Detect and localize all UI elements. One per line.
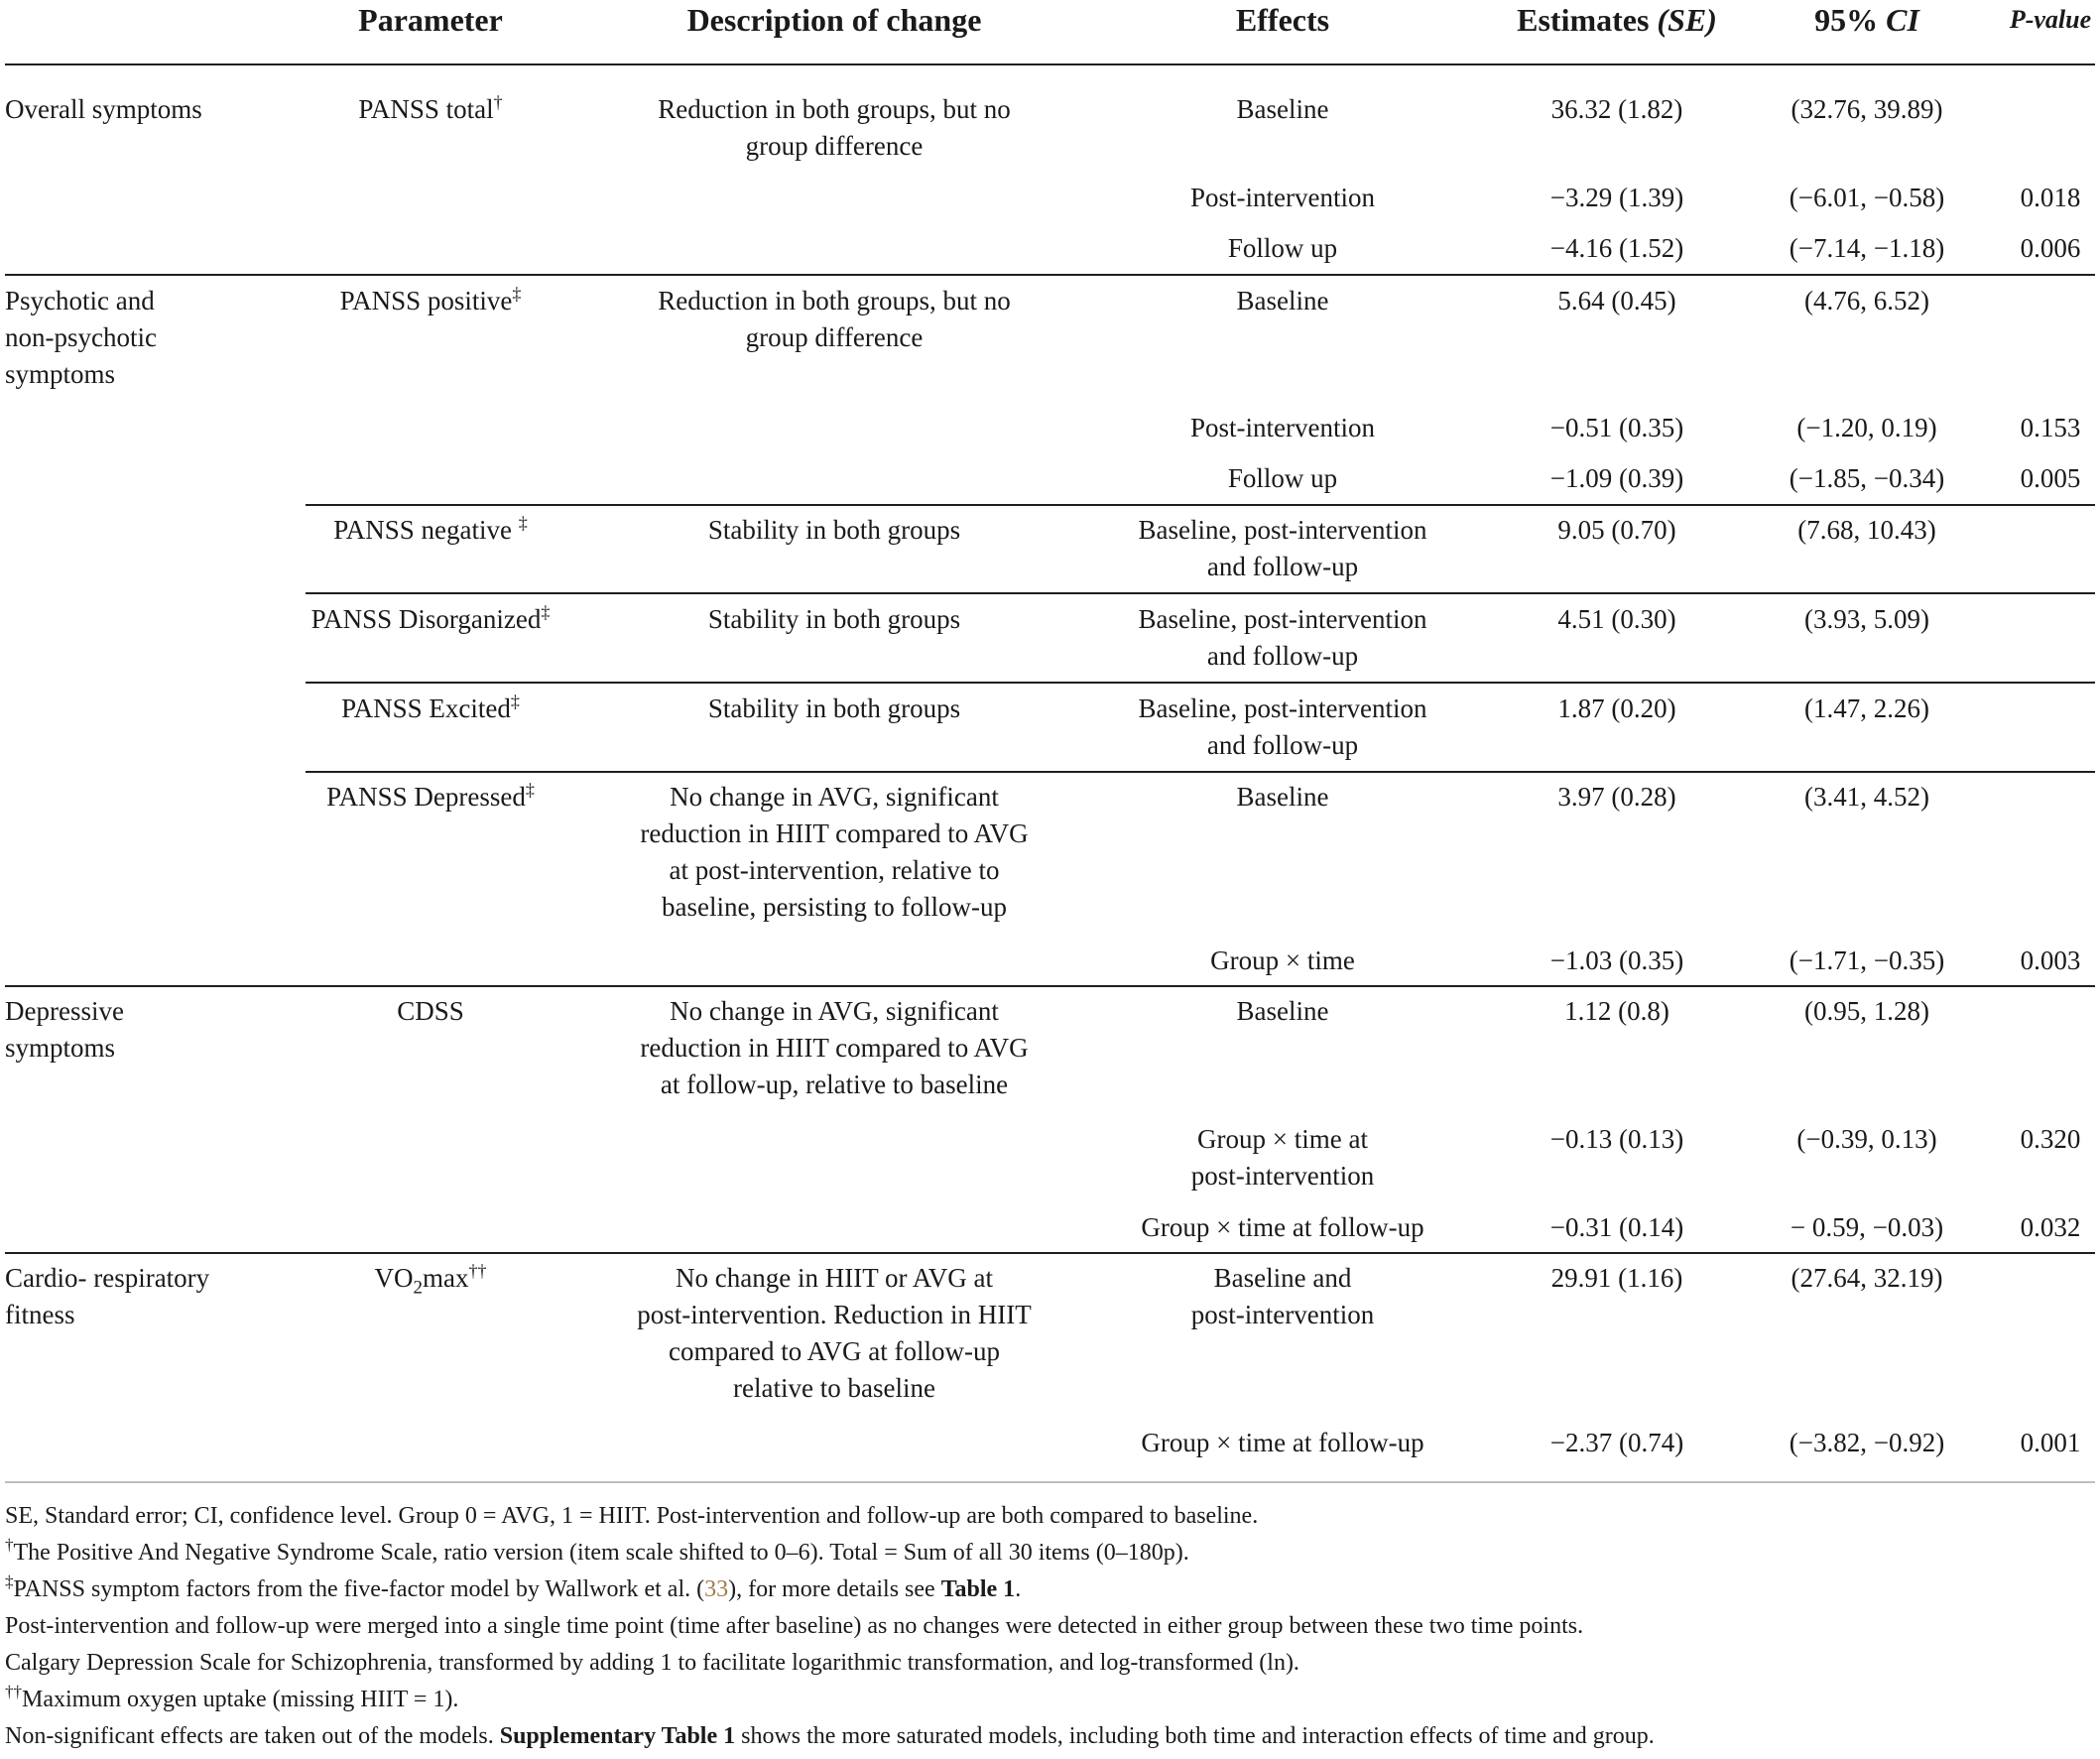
effect-line: Group × time at — [1197, 1124, 1368, 1154]
param-panss-disorganized-label: PANSS Disorganized — [310, 604, 542, 634]
param-vo2max-mark: †† — [468, 1261, 487, 1282]
effect-label: Follow up — [1227, 233, 1338, 263]
effect-label — [1109, 512, 1456, 585]
desc-line: at follow-up, relative to baseline — [660, 1069, 1009, 1099]
footnote-dagger-mark: † — [5, 1535, 14, 1555]
subsection-rule — [306, 682, 2095, 684]
desc-line: baseline, persisting to follow-up — [662, 892, 1007, 922]
effect-label: Baseline — [1236, 996, 1329, 1026]
param-cdss: CDSS — [397, 996, 464, 1026]
effect-label: Baseline — [1236, 94, 1329, 124]
outcome-depressive — [5, 993, 124, 1067]
section-rule — [5, 1252, 2095, 1254]
desc-panss-total — [589, 91, 1079, 165]
estimate-value: 5.64 (0.45) — [1557, 286, 1676, 315]
outcome-line: Psychotic and — [5, 286, 155, 315]
ci-value: (0.95, 1.28) — [1804, 996, 1929, 1026]
param-panss-depressed — [302, 779, 559, 816]
estimate-value: −0.13 (0.13) — [1549, 1124, 1684, 1154]
estimate-value: −0.51 (0.35) — [1549, 413, 1684, 442]
desc-panss-positive — [589, 283, 1079, 356]
footnote-ddagger — [5, 1571, 1022, 1604]
desc-line: reduction in HIIT compared to AVG — [640, 818, 1029, 848]
ci-value: − 0.59, −0.03) — [1790, 1212, 1944, 1242]
desc-line: Reduction in both groups, but no — [658, 94, 1011, 124]
desc-cdss — [589, 993, 1079, 1103]
footnote-nonsignificant — [5, 1721, 1655, 1751]
p-value: 0.001 — [2020, 1428, 2081, 1457]
effect-label: Group × time at follow-up — [1141, 1428, 1424, 1457]
footnote-nonsig-pre: Non-significant effects are taken out of the models. — [5, 1723, 500, 1749]
p-value: 0.153 — [2020, 413, 2081, 442]
param-panss-positive-label: PANSS positive — [339, 286, 513, 315]
supplementary-table-1-link[interactable]: Supplementary Table 1 — [499, 1723, 736, 1749]
effect-line: post-intervention — [1190, 1161, 1375, 1191]
p-value: 0.032 — [2020, 1212, 2081, 1242]
footnote-double-dagger-mark: †† — [5, 1682, 22, 1701]
outcome-line: Cardio- respiratory — [5, 1263, 210, 1293]
header-effects: Effects — [1235, 2, 1330, 38]
estimate-value: 3.97 (0.28) — [1557, 782, 1676, 812]
outcome-line: non-psychotic — [5, 322, 157, 352]
effect-label: Post-intervention — [1190, 183, 1375, 212]
estimate-value: 1.87 (0.20) — [1557, 693, 1676, 723]
footnote-nonsig-post: shows the more saturated models, including both time and interaction effects of time and group. — [735, 1723, 1655, 1749]
desc-line: reduction in HIIT compared to AVG — [640, 1033, 1029, 1063]
param-vo2max-pre: VO — [374, 1263, 414, 1293]
effect-label: Baseline — [1236, 286, 1329, 315]
effect-label — [1109, 601, 1456, 675]
estimate-value: 9.05 (0.70) — [1557, 515, 1676, 545]
desc-vo2max — [589, 1260, 1079, 1407]
ci-value: (3.93, 5.09) — [1804, 604, 1929, 634]
ci-value: (4.76, 6.52) — [1804, 286, 1929, 315]
footnote-dagger — [5, 1535, 1189, 1568]
footnote-calgary: Calgary Depression Scale for Schizophrenia, transformed by adding 1 to facilitate logarithmic transformation, and log-transformed (ln). — [5, 1650, 1299, 1676]
param-panss-positive-mark: ‡ — [512, 284, 522, 305]
estimate-value: −4.16 (1.52) — [1549, 233, 1684, 263]
p-value: 0.320 — [2020, 1124, 2081, 1154]
table-bottom-rule — [5, 1481, 2095, 1483]
p-value: 0.006 — [2020, 233, 2081, 263]
param-panss-total — [302, 91, 559, 128]
estimate-value: −2.37 (0.74) — [1549, 1428, 1684, 1457]
footnote-ddagger-text: PANSS symptom factors from the five-factor model by Wallwork et al. ( — [13, 1576, 705, 1602]
ci-value: (−1.85, −0.34) — [1789, 463, 1945, 493]
desc-panss-excited: Stability in both groups — [707, 693, 961, 723]
effect-label: Post-intervention — [1190, 413, 1375, 442]
header-estimates-label: Estimates — [1517, 2, 1650, 38]
section-rule — [5, 985, 2095, 987]
effect-line: and follow-up — [1206, 641, 1359, 671]
param-panss-negative — [302, 512, 559, 549]
estimate-value: 36.32 (1.82) — [1550, 94, 1683, 124]
param-vo2max — [302, 1260, 559, 1297]
desc-line: at post-intervention, relative to — [669, 855, 1000, 885]
reference-link[interactable]: 33 — [704, 1576, 729, 1602]
footnote-dagger-text: The Positive And Negative Syndrome Scale, ratio version (item scale shifted to 0–6). Total = Sum of all 30 items (0–180p). — [13, 1540, 1189, 1566]
desc-line: group difference — [745, 131, 924, 161]
outcome-line: Depressive — [5, 996, 124, 1026]
param-panss-disorganized — [302, 601, 559, 638]
p-value: 0.018 — [2020, 183, 2081, 212]
desc-line: Reduction in both groups, but no — [658, 286, 1011, 315]
ci-value: (3.41, 4.52) — [1804, 782, 1929, 812]
desc-panss-depressed — [589, 779, 1079, 926]
param-panss-depressed-label: PANSS Depressed — [326, 782, 526, 812]
estimate-value: 4.51 (0.30) — [1557, 604, 1676, 634]
desc-line: post-intervention. Reduction in HIIT — [637, 1300, 1032, 1329]
param-panss-positive — [302, 283, 559, 319]
param-panss-negative-label: PANSS negative — [333, 515, 519, 545]
header-ci-prefix: 95% — [1814, 2, 1879, 38]
desc-line: compared to AVG at follow-up — [669, 1336, 1000, 1366]
subsection-rule — [306, 771, 2095, 773]
outcome-cardio — [5, 1260, 209, 1333]
effect-line: Baseline, post-intervention — [1138, 604, 1427, 634]
ci-value: (−7.14, −1.18) — [1789, 233, 1945, 263]
ci-value: (32.76, 39.89) — [1791, 94, 1943, 124]
desc-line: No change in AVG, significant — [670, 996, 999, 1026]
param-panss-depressed-mark: ‡ — [525, 780, 535, 801]
outcome-line: fitness — [5, 1300, 75, 1329]
effect-label: Baseline — [1236, 782, 1329, 812]
effect-line: Baseline, post-intervention — [1138, 515, 1427, 545]
table-1-link[interactable]: Table 1 — [940, 1576, 1016, 1602]
p-value: 0.005 — [2020, 463, 2081, 493]
ci-value: (27.64, 32.19) — [1791, 1263, 1943, 1293]
effect-line: Baseline, post-intervention — [1138, 693, 1427, 723]
effect-line: and follow-up — [1206, 552, 1359, 581]
ci-value: (−0.39, 0.13) — [1796, 1124, 1937, 1154]
effect-line: and follow-up — [1206, 730, 1359, 760]
param-panss-excited-label: PANSS Excited — [341, 693, 511, 723]
header-ci-label: CI — [1886, 2, 1919, 38]
estimate-value: −0.31 (0.14) — [1549, 1212, 1684, 1242]
footnote-abbreviations: SE, Standard error; CI, confidence level. Group 0 = AVG, 1 = HIIT. Post-intervention and follow-up are both compared to baseline. — [5, 1503, 1259, 1529]
ci-value: (−3.82, −0.92) — [1789, 1428, 1945, 1457]
estimate-value: −1.03 (0.35) — [1549, 945, 1684, 975]
header-parameter: Parameter — [358, 2, 503, 38]
outcome-line: symptoms — [5, 359, 116, 389]
header-pvalue: P-value — [2009, 5, 2092, 34]
estimate-value: 29.91 (1.16) — [1550, 1263, 1683, 1293]
desc-panss-disorganized: Stability in both groups — [707, 604, 961, 634]
outcome-line: symptoms — [5, 1033, 116, 1063]
param-panss-excited-mark: ‡ — [510, 691, 520, 712]
desc-panss-negative: Stability in both groups — [707, 515, 961, 545]
subsection-rule — [306, 592, 2095, 594]
section-rule — [5, 274, 2095, 276]
footnote-ddagger-end: . — [1015, 1576, 1022, 1602]
desc-line: No change in AVG, significant — [670, 782, 999, 812]
param-vo2max-post: max — [423, 1263, 469, 1293]
ci-value: (−6.01, −0.58) — [1789, 183, 1945, 212]
effect-line: Baseline and — [1213, 1263, 1352, 1293]
header-rule — [5, 63, 2095, 65]
header-description: Description of change — [686, 2, 982, 38]
p-value: 0.003 — [2020, 945, 2081, 975]
outcome-overall: Overall symptoms — [5, 94, 202, 124]
ci-value: (−1.20, 0.19) — [1796, 413, 1937, 442]
footnote-merged: Post-intervention and follow-up were merged into a single time point (time after baseline) as no changes were detected in either group between these two time points. — [5, 1613, 1584, 1639]
ci-value: (1.47, 2.26) — [1804, 693, 1929, 723]
param-panss-negative-mark: ‡ — [518, 513, 528, 534]
header-ci — [1748, 0, 1986, 40]
effect-label: Follow up — [1227, 463, 1338, 493]
estimate-value: −3.29 (1.39) — [1549, 183, 1684, 212]
header-estimates-se: (SE) — [1657, 2, 1717, 38]
outcome-psychotic — [5, 283, 157, 393]
effect-label — [1109, 1121, 1456, 1194]
footnote-double-dagger-text: Maximum oxygen uptake (missing HIIT = 1). — [22, 1687, 459, 1712]
ci-value: (−1.71, −0.35) — [1789, 945, 1945, 975]
effect-label: Group × time — [1210, 945, 1355, 975]
subsection-rule — [306, 504, 2095, 506]
param-panss-excited — [302, 691, 559, 727]
effect-label — [1109, 691, 1456, 764]
effect-label: Group × time at follow-up — [1141, 1212, 1424, 1242]
param-panss-disorganized-mark: ‡ — [541, 602, 551, 623]
effect-line: post-intervention — [1190, 1300, 1375, 1329]
footnote-ddagger-mark: ‡ — [5, 1571, 14, 1591]
desc-line: relative to baseline — [733, 1373, 935, 1403]
desc-line: group difference — [745, 322, 924, 352]
footnote-ddagger-mid: ), for more details see — [728, 1576, 941, 1602]
estimate-value: 1.12 (0.8) — [1564, 996, 1669, 1026]
param-panss-total-mark: † — [493, 92, 503, 113]
effect-label — [1109, 1260, 1456, 1333]
desc-line: No change in HIIT or AVG at — [676, 1263, 993, 1293]
header-estimates — [1458, 0, 1776, 40]
param-vo2max-sub: 2 — [413, 1277, 423, 1299]
footnote-double-dagger — [5, 1682, 459, 1714]
ci-value: (7.68, 10.43) — [1797, 515, 1936, 545]
estimate-value: −1.09 (0.39) — [1549, 463, 1684, 493]
param-panss-total-label: PANSS total — [358, 94, 494, 124]
